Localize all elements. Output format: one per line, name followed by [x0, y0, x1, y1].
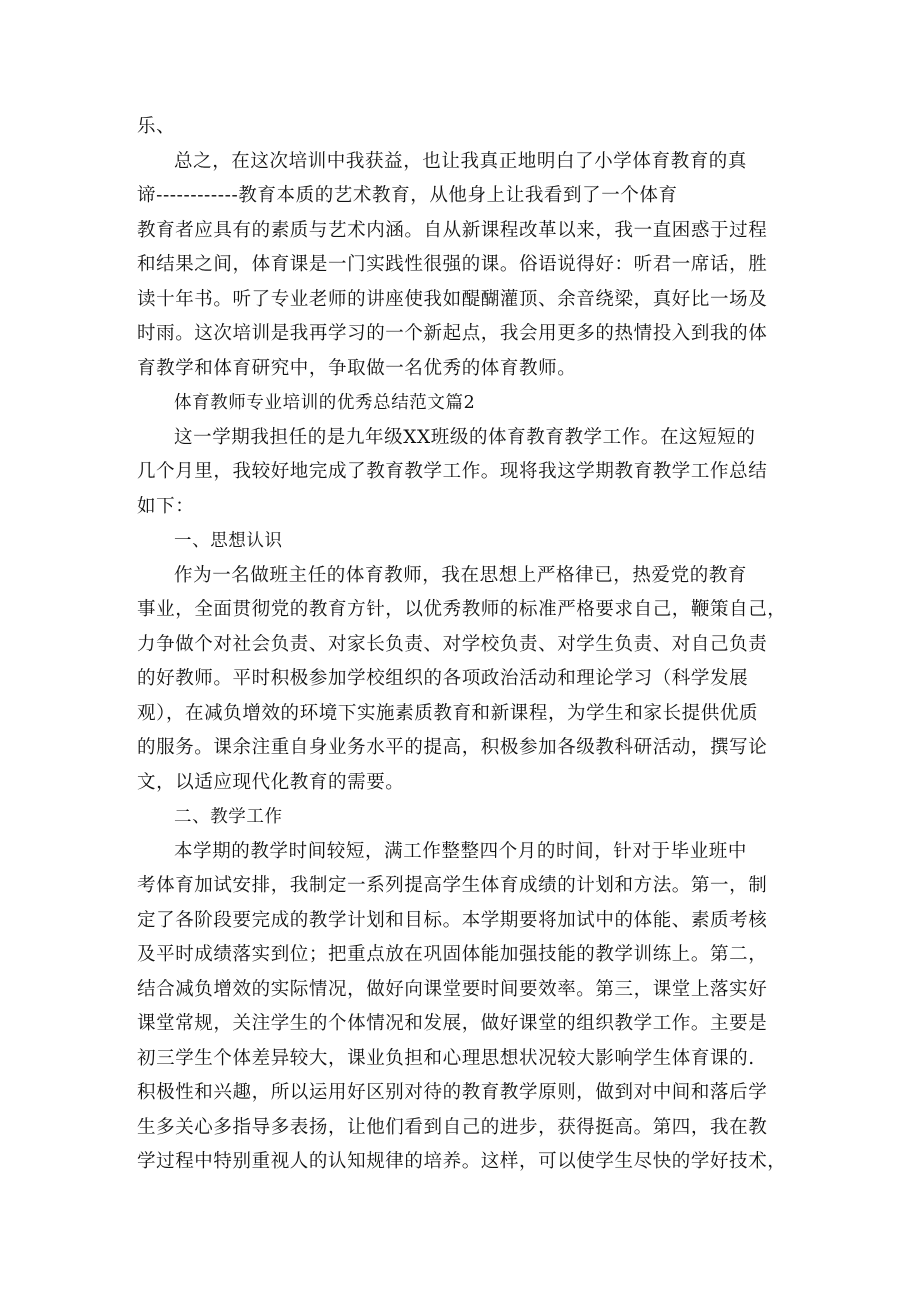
paragraph-start-line: 本学期的教学时间较短，满工作整整四个月的时间，针对于毕业班中: [174, 840, 748, 862]
text-line: 乐、: [137, 116, 176, 137]
text-line: 学过程中特别重视人的认知规律的培养。这样，可以使学生尽快的学好技术，: [137, 1151, 787, 1172]
text-line: 及平时成绩落实到位；把重点放在巩固体能加强技能的教学训练上。第二，: [137, 944, 768, 965]
text-line: 课堂常规，关注学生的个体情况和发展，做好课堂的组织教学工作。主要是: [137, 1013, 768, 1034]
text-line: 几个月里，我较好地完成了教育教学工作。现将我这学期教育教学工作总结: [137, 461, 768, 482]
text-line: 读十年书。听了专业老师的讲座使我如醍醐灌顶、余音绕梁，真好比一场及: [137, 288, 768, 310]
paragraph-start-line: 作为一名做班主任的体育教师，我在思想上严格律已，热爱党的教育: [174, 564, 748, 586]
text-line: 生多关心多指导多表扬，让他们看到自己的进步，获得挺高。第四，我在教: [137, 1116, 768, 1138]
text-line: 谛------------教育本质的艺术教育，从他身上让我看到了一个体育: [137, 185, 678, 206]
text-line: 的服务。课余注重自身业务水平的提高，积极参加各级教科研活动，撰写论: [137, 737, 768, 758]
text-line: 考体育加试安排，我制定一系列提高学生体育成绩的计划和方法。第一，制: [137, 875, 768, 896]
document-body: [137, 110, 789, 1180]
text-line: 的好教师。平时积极参加学校组织的各项政治活动和理论学习（科学发展: [137, 668, 749, 689]
subheading-thoughts: 一、思想认识: [174, 531, 283, 551]
text-line: 初三学生个体差异较大，课业负担和心理思想状况较大影响学生体育课的.: [137, 1047, 755, 1069]
text-line: 积极性和兴趣，所以运用好区别对待的教育教学原则，做到对中间和落后学: [137, 1082, 768, 1103]
text-line: 教育者应具有的素质与艺术内涵。自从新课程改革以来，我一直困惑于过程: [137, 219, 768, 241]
text-line: 如下：: [137, 495, 195, 517]
text-line: 和结果之间，体育课是一门实践性很强的课。俗语说得好：听君一席话，胜: [137, 254, 768, 275]
text-line: 时雨。这次培训是我再学习的一个新起点，我会用更多的热情投入到我的体: [137, 323, 768, 344]
section-title: 体育教师专业培训的优秀总结范文篇2: [174, 393, 476, 413]
text-line: 事业，全面贯彻党的教育方针，以优秀教师的标准严格要求自己，鞭策自己，: [137, 599, 787, 620]
paragraph-start-line: 总之，在这次培训中我获益，也让我真正地明白了小学体育教育的真: [174, 150, 748, 172]
text-line: 文，以适应现代化教育的需要。: [137, 771, 405, 793]
text-line: 力争做个对社会负责、对家长负责、对学校负责、对学生负责、对自己负责: [137, 633, 768, 655]
text-line: 观），在减负增效的环境下实施素质教育和新课程，为学生和家长提供优质: [137, 702, 759, 724]
text-line: 育教学和体育研究中，争取做一名优秀的体育教师。: [137, 357, 577, 379]
subheading-teaching: 二、教学工作: [174, 807, 283, 827]
paragraph-start-line: 这一学期我担任的是九年级XX班级的体育教育教学工作。在这短短的: [174, 426, 756, 448]
text-line: 结合减负增效的实际情况，做好向课堂要时间要效率。第三，课堂上落实好: [137, 978, 768, 1000]
text-line: 定了各阶段要完成的教学计划和目标。本学期要将加试中的体能、素质考核: [137, 909, 768, 931]
